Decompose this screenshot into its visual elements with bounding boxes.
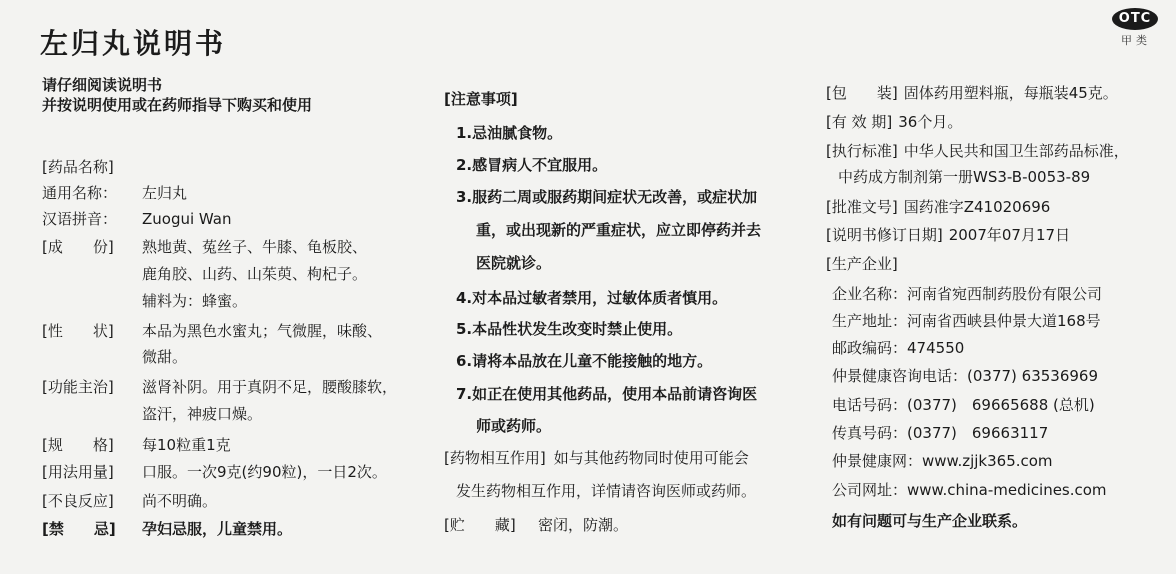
adverse-row xyxy=(42,490,217,511)
manufacturer-header: [生产企业] xyxy=(826,255,898,273)
precaution-item: 5.本品性状发生改变时禁止使用。 xyxy=(456,320,683,338)
package-value: 固体药用塑料瓶，每瓶装45克。 xyxy=(903,84,1118,102)
storage-value: 密闭，防潮。 xyxy=(538,516,629,534)
spec-value: 每10粒重1克 xyxy=(142,436,231,454)
appearance-line-2: 微甜。 xyxy=(142,348,188,366)
precaution-item: 3.服药二周或服药期间症状无改善，或症状加 xyxy=(456,188,758,206)
notice-line-2: 并按说明使用或在药师指导下购买和使用 xyxy=(42,96,313,114)
pinyin-label: 汉语拼音： xyxy=(42,210,118,228)
company-site-value: www.china-medicines.com xyxy=(907,481,1107,499)
generic-name-row xyxy=(42,182,187,203)
company-site-row xyxy=(832,479,1107,500)
interaction-label: [药物相互作用] xyxy=(444,449,546,467)
storage-label: [贮 藏] xyxy=(444,516,516,534)
address-value: 河南省西峡县仲景大道168号 xyxy=(907,312,1101,330)
revision-value: 2007年07月17日 xyxy=(948,226,1071,244)
storage-row xyxy=(444,514,628,535)
function-line-1: 滋肾补阴。用于真阴不足，腰酸膝软， xyxy=(142,378,398,396)
ingredients-line-2: 鹿角胶、山药、山茱萸、枸杞子。 xyxy=(142,265,368,283)
approval-value: 国药准字Z41020696 xyxy=(903,198,1051,216)
revision-row xyxy=(826,224,1070,245)
validity-label: [有 效 期] xyxy=(826,113,893,131)
interaction-line-1: 如与其他药物同时使用可能会 xyxy=(553,449,749,467)
standard-row xyxy=(826,140,1129,161)
package-row xyxy=(826,82,1118,103)
notice-line-1: 请仔细阅读说明书 xyxy=(42,76,163,94)
company-site-label: 公司网址： xyxy=(832,481,908,499)
precaution-item: 1.忌油腻食物。 xyxy=(456,124,563,142)
pinyin-value: Zuogui Wan xyxy=(142,210,232,228)
adverse-label: [不良反应] xyxy=(42,492,114,510)
postcode-row xyxy=(832,337,964,358)
usage-value: 口服。一次9克(约90粒)，一日2次。 xyxy=(142,463,387,481)
precaution-item: 6.请将本品放在儿童不能接触的地方。 xyxy=(456,352,713,370)
validity-row xyxy=(826,111,962,132)
adverse-value: 尚不明确。 xyxy=(142,492,218,510)
function-label: [功能主治] xyxy=(42,378,114,396)
otc-category: 甲类 xyxy=(1121,34,1151,47)
approval-label: [批准文号] xyxy=(826,198,898,216)
address-label: 生产地址： xyxy=(832,312,908,330)
generic-name-value: 左归丸 xyxy=(142,184,188,202)
function-line-2: 盗汗，神疲口燥。 xyxy=(142,405,263,423)
fax-label: 传真号码： xyxy=(832,424,908,442)
function-row xyxy=(42,376,397,397)
hotline-row xyxy=(832,365,1098,386)
phone-label: 电话号码： xyxy=(832,396,908,414)
interaction-row xyxy=(444,447,749,468)
precaution-item: 重，或出现新的严重症状，应立即停药并去 xyxy=(476,221,762,239)
precaution-item: 7.如正在使用其他药品，使用本品前请咨询医 xyxy=(456,385,758,403)
ingredients-label: [成 份] xyxy=(42,238,114,256)
standard-label: [执行标准] xyxy=(826,142,898,160)
contact-note: 如有问题可与生产企业联系。 xyxy=(832,512,1028,530)
generic-name-label: 通用名称： xyxy=(42,184,118,202)
precaution-item: 2.感冒病人不宜服用。 xyxy=(456,156,608,174)
precaution-item: 4.对本品过敏者禁用，过敏体质者慎用。 xyxy=(456,289,728,307)
revision-label: [说明书修订日期] xyxy=(826,226,943,244)
company-row xyxy=(832,283,1102,304)
ingredients-row xyxy=(42,236,367,257)
address-row xyxy=(832,310,1101,331)
spec-row xyxy=(42,434,231,455)
health-site-label: 仲景健康网： xyxy=(832,452,923,470)
otc-badge: OTC xyxy=(1112,8,1158,30)
drug-name-header: [药品名称] xyxy=(42,158,114,176)
fax-value: (0377) 69663117 xyxy=(907,424,1049,442)
contra-label: [禁 忌] xyxy=(42,520,116,538)
pinyin-row xyxy=(42,208,232,229)
precaution-item: 师或药师。 xyxy=(476,417,552,435)
postcode-value: 474550 xyxy=(907,339,965,357)
company-label: 企业名称： xyxy=(832,285,908,303)
validity-value: 36个月。 xyxy=(898,113,963,131)
hotline-label: 仲景健康咨询电话： xyxy=(832,367,968,385)
phone-row xyxy=(832,394,1095,415)
standard-line-2: 中药成方制剂第一册WS3-B-0053-89 xyxy=(838,168,1091,186)
company-value: 河南省宛西制药股份有限公司 xyxy=(907,285,1103,303)
health-site-row xyxy=(832,450,1053,471)
fax-row xyxy=(832,422,1048,443)
ingredients-line-3: 辅料为：蜂蜜。 xyxy=(142,292,248,310)
phone-value: (0377) 69665688 (总机) xyxy=(907,396,1095,414)
approval-row xyxy=(826,196,1050,217)
appearance-line-1: 本品为黑色水蜜丸；气微腥，味酸、 xyxy=(142,322,383,340)
ingredients-line-1: 熟地黄、菟丝子、牛膝、龟板胶、 xyxy=(142,238,368,256)
contra-row xyxy=(42,518,292,539)
precautions-header: [注意事项] xyxy=(444,90,518,108)
appearance-row xyxy=(42,320,382,341)
interaction-line-2: 发生药物相互作用，详情请咨询医师或药师。 xyxy=(456,482,757,500)
hotline-value: (0377) 63536969 xyxy=(967,367,1099,385)
precaution-item: 医院就诊。 xyxy=(476,254,552,272)
postcode-label: 邮政编码： xyxy=(832,339,908,357)
appearance-label: [性 状] xyxy=(42,322,114,340)
health-site-value: www.zjjk365.com xyxy=(922,452,1053,470)
package-label: [包 装] xyxy=(826,84,898,102)
contra-value: 孕妇忌服，儿童禁用。 xyxy=(142,520,293,538)
standard-line-1: 中华人民共和国卫生部药品标准， xyxy=(903,142,1129,160)
usage-row xyxy=(42,461,387,482)
usage-label: [用法用量] xyxy=(42,463,114,481)
spec-label: [规 格] xyxy=(42,436,114,454)
document-title: 左归丸说明书 xyxy=(40,27,227,60)
